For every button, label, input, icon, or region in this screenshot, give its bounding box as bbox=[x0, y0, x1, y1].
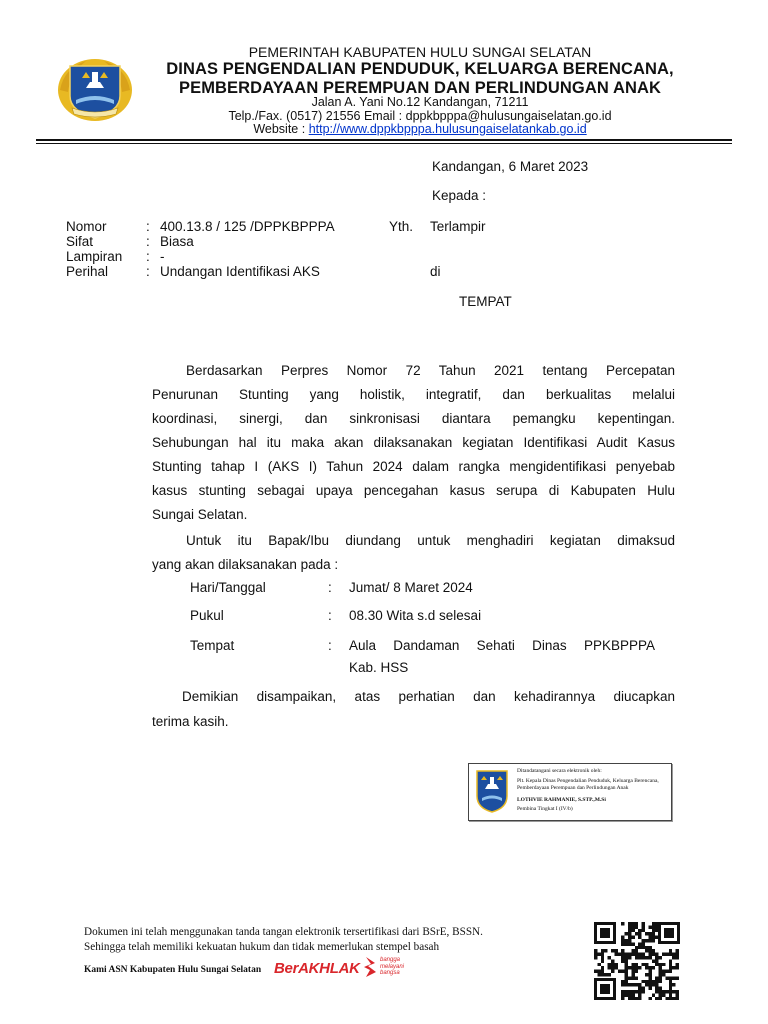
qr-module bbox=[676, 997, 679, 1000]
qr-module bbox=[652, 953, 655, 956]
qr-module bbox=[638, 997, 641, 1000]
letterhead-divider-thick bbox=[36, 139, 732, 141]
qr-module bbox=[621, 953, 624, 956]
qr-module bbox=[648, 973, 651, 976]
qr-module bbox=[659, 976, 662, 979]
meta-label: Perihal bbox=[66, 264, 109, 279]
qr-module bbox=[645, 932, 648, 935]
qr-module bbox=[631, 953, 634, 956]
qr-module bbox=[672, 976, 675, 979]
qr-module bbox=[669, 983, 672, 986]
qr-module bbox=[631, 936, 634, 939]
qr-module bbox=[655, 983, 658, 986]
qr-module bbox=[645, 946, 648, 949]
qr-module bbox=[625, 976, 628, 979]
qr-module bbox=[652, 966, 655, 969]
qr-module bbox=[625, 942, 628, 945]
qr-module bbox=[614, 966, 617, 969]
qr-module bbox=[614, 949, 617, 952]
qr-module bbox=[601, 953, 604, 956]
signature-position: Plt. Kepala Dinas Pengendalian Penduduk, Keluarga Berencana, bbox=[517, 778, 659, 784]
qr-module bbox=[648, 956, 651, 959]
qr-module bbox=[635, 963, 638, 966]
qr-module bbox=[621, 939, 624, 942]
qr-module bbox=[628, 929, 631, 932]
qr-module bbox=[631, 990, 634, 993]
qr-module bbox=[635, 976, 638, 979]
recipient-name: Terlampir bbox=[430, 219, 486, 234]
qr-module bbox=[642, 946, 645, 949]
qr-module bbox=[676, 956, 679, 959]
qr-module bbox=[625, 973, 628, 976]
qr-module bbox=[665, 997, 668, 1000]
qr-module bbox=[665, 976, 668, 979]
qr-module bbox=[642, 963, 645, 966]
qr-module bbox=[652, 925, 655, 928]
qr-module bbox=[645, 949, 648, 952]
qr-module bbox=[662, 990, 665, 993]
bangsa-word: bangsa bbox=[380, 970, 400, 976]
letter-subject: Undangan Identifikasi AKS bbox=[160, 264, 320, 279]
bangga-melayani-icon bbox=[363, 956, 379, 978]
qr-module bbox=[642, 987, 645, 990]
qr-module bbox=[625, 966, 628, 969]
qr-module bbox=[628, 956, 631, 959]
qr-module bbox=[594, 949, 597, 952]
qr-module bbox=[645, 973, 648, 976]
qr-module bbox=[608, 956, 611, 959]
qr-module bbox=[625, 959, 628, 962]
qr-module bbox=[611, 966, 614, 969]
qr-module bbox=[669, 980, 672, 983]
qr-module bbox=[655, 956, 658, 959]
recipient-di: di bbox=[430, 264, 441, 279]
signer-name: LOTHVIE RAHMANIE, S.STP.,M.Si bbox=[517, 797, 606, 803]
qr-module bbox=[631, 983, 634, 986]
qr-module bbox=[652, 993, 655, 996]
qr-module bbox=[638, 983, 641, 986]
qr-module bbox=[648, 936, 651, 939]
qr-module bbox=[638, 946, 641, 949]
signature-position-cont: Pemberdayaan Perempuan dan Perlindungan Anak bbox=[517, 785, 629, 791]
qr-module bbox=[652, 936, 655, 939]
qr-module bbox=[597, 973, 600, 976]
qr-module bbox=[648, 983, 651, 986]
qr-module bbox=[621, 949, 624, 952]
e-signature-box bbox=[468, 763, 672, 821]
qr-module bbox=[655, 976, 658, 979]
qr-module bbox=[628, 932, 631, 935]
qr-module bbox=[652, 980, 655, 983]
detail-separator: : bbox=[328, 638, 332, 653]
qr-module bbox=[645, 983, 648, 986]
qr-module bbox=[665, 970, 668, 973]
qr-module bbox=[669, 990, 672, 993]
qr-module bbox=[655, 997, 658, 1000]
office-address: Jalan A. Yani No.12 Kandangan, 71211 bbox=[311, 95, 529, 109]
paragraph-line: kasus stunting sebagai upaya pencegahan kasus serupa di Kabupaten Hulu bbox=[152, 483, 675, 498]
qr-module bbox=[638, 942, 641, 945]
qr-module bbox=[659, 970, 662, 973]
qr-module bbox=[645, 939, 648, 942]
qr-module bbox=[625, 953, 628, 956]
qr-module bbox=[638, 936, 641, 939]
qr-module bbox=[676, 976, 679, 979]
qr-module bbox=[655, 953, 658, 956]
qr-module bbox=[608, 963, 611, 966]
qr-module bbox=[676, 949, 679, 952]
bangga-melayani-text bbox=[380, 957, 404, 977]
qr-module bbox=[635, 970, 638, 973]
detail-label-date: Hari/Tanggal bbox=[190, 580, 266, 595]
qr-module bbox=[601, 973, 604, 976]
qr-module bbox=[669, 976, 672, 979]
qr-module bbox=[594, 956, 597, 959]
qr-module bbox=[659, 990, 662, 993]
letter-attachment: - bbox=[160, 249, 165, 264]
qr-module bbox=[669, 963, 672, 966]
qr-module bbox=[669, 993, 672, 996]
qr-module bbox=[648, 997, 651, 1000]
letter-number: 400.13.8 / 125 /DPPKBPPPA bbox=[160, 219, 335, 234]
qr-module bbox=[635, 990, 638, 993]
qr-module bbox=[631, 949, 634, 952]
qr-module bbox=[648, 970, 651, 973]
qr-module bbox=[628, 990, 631, 993]
department-name-line1: DINAS PENGENDALIAN PENDUDUK, KELUARGA BERENCANA, bbox=[166, 60, 674, 78]
qr-module bbox=[655, 963, 658, 966]
qr-module bbox=[655, 959, 658, 962]
office-website bbox=[120, 122, 720, 136]
qr-module bbox=[662, 953, 665, 956]
qr-module bbox=[625, 963, 628, 966]
qr-module bbox=[659, 966, 662, 969]
detail-label-venue: Tempat bbox=[190, 638, 235, 653]
qr-module bbox=[631, 966, 634, 969]
qr-module bbox=[669, 949, 672, 952]
paragraph-line: koordinasi, sinergi, dan sinkronisasi diantara pemangku kepentingan. bbox=[152, 411, 675, 426]
qr-module bbox=[635, 983, 638, 986]
qr-module bbox=[625, 932, 628, 935]
detail-separator: : bbox=[328, 608, 332, 623]
qr-module bbox=[665, 990, 668, 993]
qr-module bbox=[655, 987, 658, 990]
qr-module bbox=[672, 953, 675, 956]
qr-module bbox=[652, 932, 655, 935]
qr-module bbox=[628, 976, 631, 979]
qr-module bbox=[669, 953, 672, 956]
qr-module bbox=[628, 922, 631, 925]
qr-module bbox=[652, 929, 655, 932]
qr-module bbox=[672, 997, 675, 1000]
department-name-line2: PEMBERDAYAAN PEREMPUAN DAN PERLINDUNGAN ANAK bbox=[178, 79, 662, 97]
qr-module bbox=[604, 973, 607, 976]
qr-module bbox=[631, 970, 634, 973]
qr-module bbox=[676, 966, 679, 969]
qr-module bbox=[601, 966, 604, 969]
qr-module bbox=[614, 953, 617, 956]
qr-module bbox=[628, 925, 631, 928]
qr-module bbox=[631, 942, 634, 945]
bangga-word: bangga bbox=[380, 957, 401, 963]
qr-module bbox=[638, 966, 641, 969]
qr-module bbox=[621, 922, 624, 925]
qr-module bbox=[672, 990, 675, 993]
qr-module bbox=[631, 973, 634, 976]
qr-module bbox=[662, 970, 665, 973]
qr-module bbox=[669, 959, 672, 962]
paragraph-line: terima kasih. bbox=[152, 714, 229, 729]
office-contact: Telp./Fax. (0517) 21556 Email : dppkbpppa@hulusungaiselatan.go.id bbox=[228, 109, 612, 123]
qr-module bbox=[638, 932, 641, 935]
qr-module bbox=[621, 990, 624, 993]
qr-module bbox=[631, 997, 634, 1000]
qr-module bbox=[676, 990, 679, 993]
qr-module bbox=[635, 956, 638, 959]
qr-module bbox=[611, 949, 614, 952]
qr-module bbox=[631, 925, 634, 928]
qr-module bbox=[645, 966, 648, 969]
signature-caption: Ditandatangani secara elektronik oleh: bbox=[517, 768, 602, 774]
paragraph-line: Stunting tahap I (AKS I) Tahun 2024 dalam rangka mengidentifikasi penyebab bbox=[152, 459, 675, 474]
qr-module bbox=[625, 993, 628, 996]
qr-module bbox=[604, 949, 607, 952]
meta-label: Sifat bbox=[66, 234, 94, 249]
qr-module bbox=[648, 980, 651, 983]
qr-module bbox=[594, 953, 597, 956]
qr-module bbox=[652, 959, 655, 962]
qr-module bbox=[648, 946, 651, 949]
qr-module bbox=[676, 953, 679, 956]
qr-module bbox=[631, 976, 634, 979]
qr-module bbox=[642, 980, 645, 983]
qr-module bbox=[631, 963, 634, 966]
qr-module bbox=[601, 970, 604, 973]
qr-module bbox=[628, 993, 631, 996]
paragraph-line: Untuk itu Bapak/Ibu diundang untuk menghadiri kegiatan dimaksud bbox=[186, 533, 675, 548]
qr-module bbox=[638, 956, 641, 959]
qr-module bbox=[648, 939, 651, 942]
qr-module bbox=[597, 953, 600, 956]
qr-module bbox=[648, 925, 651, 928]
meta-label: Nomor bbox=[66, 219, 107, 234]
qr-module bbox=[655, 990, 658, 993]
qr-module bbox=[648, 987, 651, 990]
qr-module bbox=[608, 966, 611, 969]
qr-module bbox=[635, 932, 638, 935]
qr-module bbox=[628, 983, 631, 986]
qr-module bbox=[621, 980, 624, 983]
footer-certification: Dokumen ini telah menggunakan tanda tangan elektronik tersertifikasi dari BSrE, BSSN. bbox=[84, 926, 483, 938]
qr-module bbox=[628, 936, 631, 939]
qr-module bbox=[621, 956, 624, 959]
qr-module bbox=[625, 970, 628, 973]
qr-module bbox=[628, 942, 631, 945]
qr-module bbox=[635, 946, 638, 949]
qr-module bbox=[608, 973, 611, 976]
qr-module bbox=[652, 922, 655, 925]
qr-module bbox=[662, 973, 665, 976]
qr-module bbox=[662, 963, 665, 966]
qr-module bbox=[621, 983, 624, 986]
qr-module bbox=[676, 993, 679, 996]
detail-separator: : bbox=[328, 580, 332, 595]
qr-module bbox=[655, 980, 658, 983]
qr-module bbox=[628, 966, 631, 969]
qr-module bbox=[652, 949, 655, 952]
qr-module bbox=[665, 953, 668, 956]
qr-module bbox=[642, 922, 645, 925]
qr-module bbox=[625, 983, 628, 986]
qr-module bbox=[669, 966, 672, 969]
website-label: Website : bbox=[253, 122, 309, 136]
qr-module bbox=[597, 963, 600, 966]
meta-separator: : bbox=[146, 234, 150, 249]
qr-module bbox=[648, 966, 651, 969]
qr-module bbox=[669, 997, 672, 1000]
detail-value-time: 08.30 Wita s.d selesai bbox=[349, 608, 482, 623]
qr-module bbox=[648, 949, 651, 952]
meta-separator: : bbox=[146, 264, 150, 279]
qr-module bbox=[628, 953, 631, 956]
qr-module bbox=[597, 970, 600, 973]
qr-module bbox=[621, 942, 624, 945]
qr-module bbox=[645, 980, 648, 983]
letter-nature: Biasa bbox=[160, 234, 194, 249]
letterhead-divider-thin bbox=[36, 143, 732, 144]
qr-module bbox=[635, 925, 638, 928]
qr-module bbox=[669, 987, 672, 990]
qr-module bbox=[638, 929, 641, 932]
qr-module bbox=[621, 970, 624, 973]
government-name: PEMERINTAH KABUPATEN HULU SUNGAI SELATAN bbox=[248, 44, 592, 60]
qr-module bbox=[621, 936, 624, 939]
qr-module bbox=[594, 970, 597, 973]
qr-module bbox=[635, 949, 638, 952]
qr-module bbox=[635, 966, 638, 969]
detail-value-venue: Aula Dandaman Sehati Dinas PPKBPPPA bbox=[349, 638, 655, 653]
qr-module bbox=[635, 953, 638, 956]
qr-module bbox=[669, 970, 672, 973]
qr-module bbox=[638, 953, 641, 956]
qr-module bbox=[625, 956, 628, 959]
qr-module bbox=[611, 963, 614, 966]
qr-module bbox=[659, 997, 662, 1000]
qr-module bbox=[642, 939, 645, 942]
qr-module bbox=[659, 980, 662, 983]
qr-module bbox=[648, 976, 651, 979]
meta-label: Lampiran bbox=[66, 249, 123, 264]
qr-module bbox=[659, 987, 662, 990]
qr-module bbox=[621, 993, 624, 996]
footer-legal-note: Sehingga telah memiliki kekuatan hukum dan tidak memerlukan stempel basah bbox=[84, 941, 440, 953]
qr-module bbox=[635, 997, 638, 1000]
qr-module bbox=[601, 949, 604, 952]
paragraph-line: yang akan dilaksanakan pada : bbox=[152, 557, 339, 572]
qr-module bbox=[659, 963, 662, 966]
qr-module bbox=[652, 939, 655, 942]
qr-module bbox=[659, 993, 662, 996]
paragraph-line: Berdasarkan Perpres Nomor 72 Tahun 2021 tentang Percepatan bbox=[186, 363, 675, 378]
qr-module bbox=[642, 925, 645, 928]
berakhlak-logo: BerAKHLAK bbox=[274, 960, 360, 977]
website-link[interactable]: http://www.dppkbpppa.hulusungaiselatankab.go.id bbox=[308, 122, 587, 136]
qr-module bbox=[642, 990, 645, 993]
qr-module bbox=[635, 922, 638, 925]
qr-module bbox=[638, 993, 641, 996]
yth-label: Yth. bbox=[389, 219, 414, 234]
qr-module bbox=[672, 956, 675, 959]
kepada-label: Kepada : bbox=[432, 188, 487, 203]
meta-separator: : bbox=[146, 249, 150, 264]
qr-module bbox=[621, 997, 624, 1000]
footer-asn-label: Kami ASN Kabupaten Hulu Sungai Selatan bbox=[84, 965, 262, 975]
qr-module bbox=[628, 939, 631, 942]
qr-module bbox=[672, 966, 675, 969]
qr-module bbox=[652, 983, 655, 986]
meta-separator: : bbox=[146, 219, 150, 234]
qr-module bbox=[645, 963, 648, 966]
melayani-word: melayani bbox=[380, 963, 405, 970]
qr-module bbox=[601, 959, 604, 962]
signer-rank: Pembina Tingkat I (IV/b) bbox=[517, 806, 573, 812]
qr-module bbox=[631, 929, 634, 932]
signature-emblem bbox=[474, 768, 510, 814]
qr-module bbox=[659, 973, 662, 976]
qr-module bbox=[642, 956, 645, 959]
qr-module bbox=[625, 990, 628, 993]
qr-module bbox=[625, 939, 628, 942]
place-date: Kandangan, 6 Maret 2023 bbox=[432, 159, 589, 174]
paragraph-line: Sungai Selatan. bbox=[152, 507, 248, 522]
qr-module bbox=[601, 956, 604, 959]
qr-code bbox=[594, 922, 680, 1000]
qr-module bbox=[618, 970, 621, 973]
paragraph-line: Penurunan Stunting yang holistik, integratif, dan berkualitas melalui bbox=[152, 387, 675, 402]
detail-label-time: Pukul bbox=[190, 608, 224, 623]
detail-value-date: Jumat/ 8 Maret 2024 bbox=[349, 580, 473, 595]
paragraph-line: Demikian disampaikan, atas perhatian dan kehadirannya diucapkan bbox=[182, 689, 675, 704]
detail-value-venue-line2: Kab. HSS bbox=[349, 660, 409, 675]
qr-module bbox=[614, 963, 617, 966]
paragraph-line: Sehubungan hal itu maka akan dilaksanakan kegiatan Identifikasi Audit Kasus bbox=[152, 435, 675, 450]
qr-module bbox=[662, 993, 665, 996]
qr-module bbox=[625, 980, 628, 983]
qr-module bbox=[645, 956, 648, 959]
recipient-place: TEMPAT bbox=[459, 294, 512, 309]
qr-module bbox=[676, 963, 679, 966]
qr-module bbox=[648, 932, 651, 935]
qr-module bbox=[642, 942, 645, 945]
qr-module bbox=[638, 990, 641, 993]
qr-module bbox=[648, 953, 651, 956]
qr-module bbox=[628, 997, 631, 1000]
qr-module bbox=[672, 983, 675, 986]
qr-module bbox=[631, 993, 634, 996]
qr-module bbox=[659, 956, 662, 959]
qr-module bbox=[642, 929, 645, 932]
qr-module bbox=[621, 959, 624, 962]
qr-module bbox=[631, 922, 634, 925]
qr-module bbox=[618, 953, 621, 956]
qr-module bbox=[611, 959, 614, 962]
qr-module bbox=[642, 953, 645, 956]
qr-module bbox=[638, 987, 641, 990]
qr-module bbox=[611, 970, 614, 973]
